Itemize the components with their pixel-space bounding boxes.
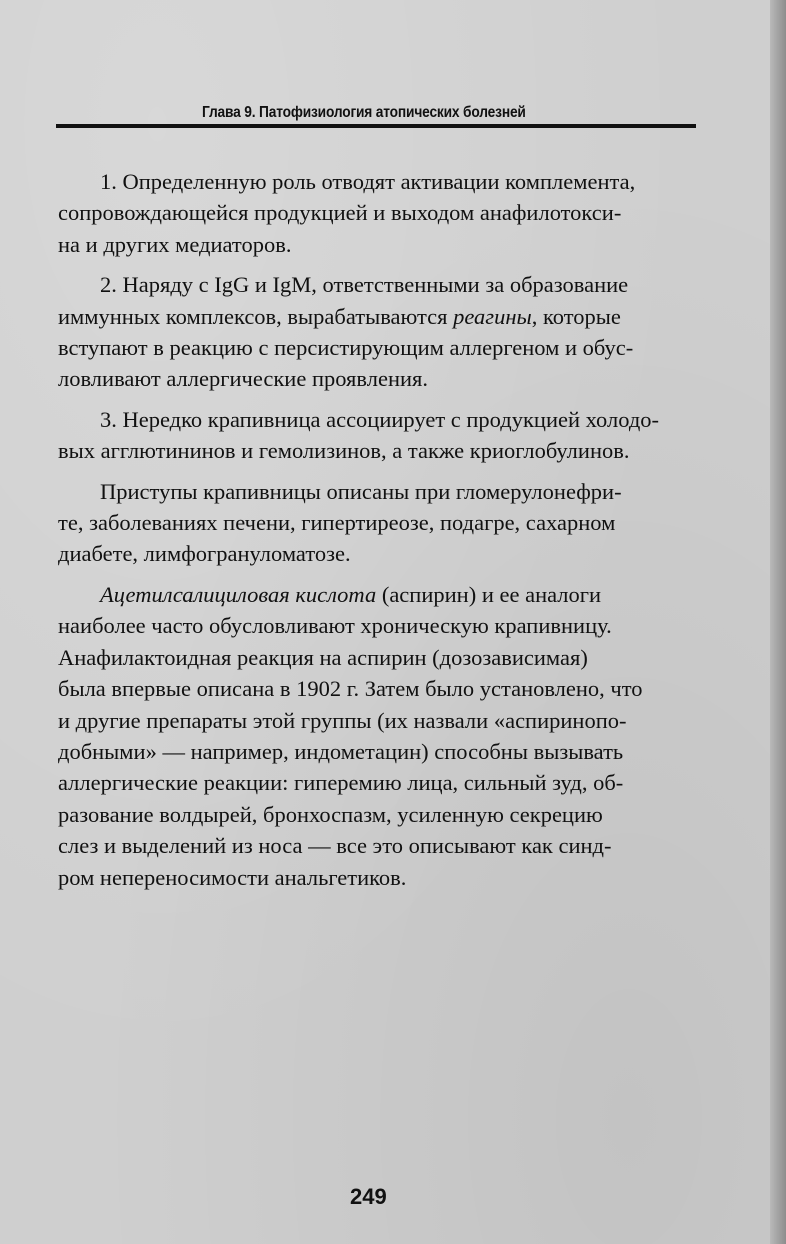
text-line: ром непереносимости анальгетиков. <box>58 864 407 890</box>
text-line: добными» — например, индометацин) способны вызывать <box>58 738 624 764</box>
paragraph-3 <box>58 404 698 467</box>
text-line: разование волдырей, бронхоспазм, усиленную секрецию <box>58 801 603 827</box>
paragraph-5 <box>58 579 698 893</box>
page-number: 249 <box>350 1184 387 1209</box>
paragraph-1 <box>58 166 698 260</box>
text-line: была впервые описана в 1902 г. Затем было установлено, что <box>58 676 643 702</box>
paragraph-2 <box>58 269 698 395</box>
italic-term: реагины <box>453 303 532 329</box>
text-line: 2. Наряду с IgG и IgM, ответственными за образование <box>100 272 629 298</box>
text-line: (аспирин) и ее аналоги <box>376 581 602 607</box>
text-line: диабете, лимфогрануломатозе. <box>58 541 351 567</box>
text-line: , которые <box>531 303 621 329</box>
text-line: 3. Нередко крапивница ассоциирует с продукцией холодо- <box>100 406 660 432</box>
page-edge-shadow <box>770 0 786 1244</box>
chapter-title: Глава 9. Патофизиология атопических болезней <box>202 104 526 121</box>
paragraph-4 <box>58 476 698 570</box>
text-line: Анафилактоидная реакция на аспирин (дозозависимая) <box>58 644 588 670</box>
text-line: ловливают аллергические проявления. <box>58 366 428 392</box>
header-rule <box>56 124 696 128</box>
text-line: сопровождающейся продукцией и выходом анафилотокси- <box>58 200 622 226</box>
text-line: те, заболеваниях печени, гипертиреозе, подагре, сахарном <box>58 510 616 536</box>
text-line: аллергические реакции: гиперемию лица, сильный зуд, об- <box>58 770 624 796</box>
text-line: вых агглютининов и гемолизинов, а также криоглобулинов. <box>58 438 630 464</box>
text-line: иммунных комплексов, вырабатываются <box>58 303 448 329</box>
text-line: и другие препараты этой группы (их назвали «аспиринопо- <box>58 707 627 733</box>
text-line: вступают в реакцию с персистирующим аллергеном и обус- <box>58 335 634 361</box>
text-line: Приступы крапивницы описаны при гломерулонефри- <box>100 478 622 504</box>
text-line: на и других медиаторов. <box>58 231 292 257</box>
body-text <box>58 166 698 902</box>
text-line: наиболее часто обусловливают хроническую крапивницу. <box>58 613 612 639</box>
text-line: слез и выделений из носа — все это описывают как синд- <box>58 833 612 859</box>
italic-term: Ацетилсалициловая кислота <box>100 581 377 607</box>
text-line: 1. Определенную роль отводят активации комплемента, <box>100 169 636 194</box>
running-head <box>56 100 696 130</box>
